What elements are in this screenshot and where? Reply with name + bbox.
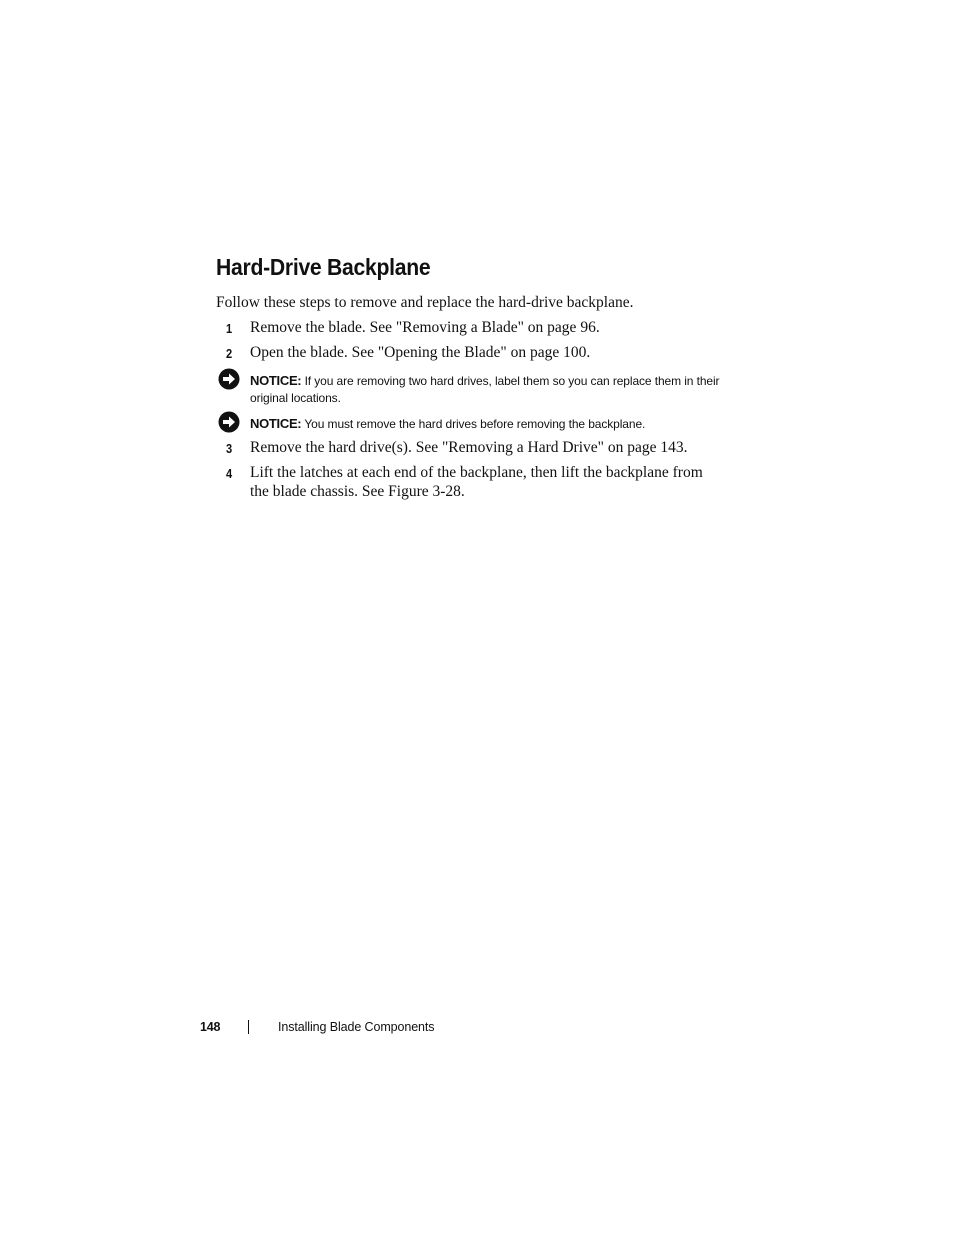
- step-number: 4: [226, 466, 233, 481]
- notice-arrow-icon: [218, 411, 240, 433]
- notice-arrow-icon: [218, 368, 240, 390]
- step-number: 2: [226, 346, 233, 361]
- footer-separator: [248, 1020, 249, 1034]
- footer-chapter-title: Installing Blade Components: [278, 1020, 435, 1034]
- step-number: 3: [226, 441, 233, 456]
- notice-body: [250, 372, 720, 407]
- step-text: Remove the blade. See "Removing a Blade" on page 96.: [250, 319, 600, 336]
- step-text: Remove the hard drive(s). See "Removing a Hard Drive" on page 143.: [250, 439, 688, 456]
- page-number: 148: [200, 1020, 221, 1034]
- notice-body: [250, 415, 720, 433]
- notice-label: NOTICE:: [250, 416, 302, 431]
- notice-text: You must remove the hard drives before removing the backplane.: [301, 417, 646, 431]
- intro-paragraph: Follow these steps to remove and replace the hard-drive backplane.: [216, 294, 634, 311]
- notice-label: NOTICE:: [250, 373, 302, 388]
- step-text: Open the blade. See "Opening the Blade" on page 100.: [250, 344, 591, 361]
- notice-text: If you are removing two hard drives, label them so you can replace them in their original locations.: [250, 374, 720, 405]
- step-number: 1: [226, 321, 233, 336]
- step-text: Lift the latches at each end of the backplane, then lift the backplane from the blade chassis. See Figure 3-28.: [250, 464, 703, 500]
- section-heading: Hard-Drive Backplane: [216, 254, 431, 280]
